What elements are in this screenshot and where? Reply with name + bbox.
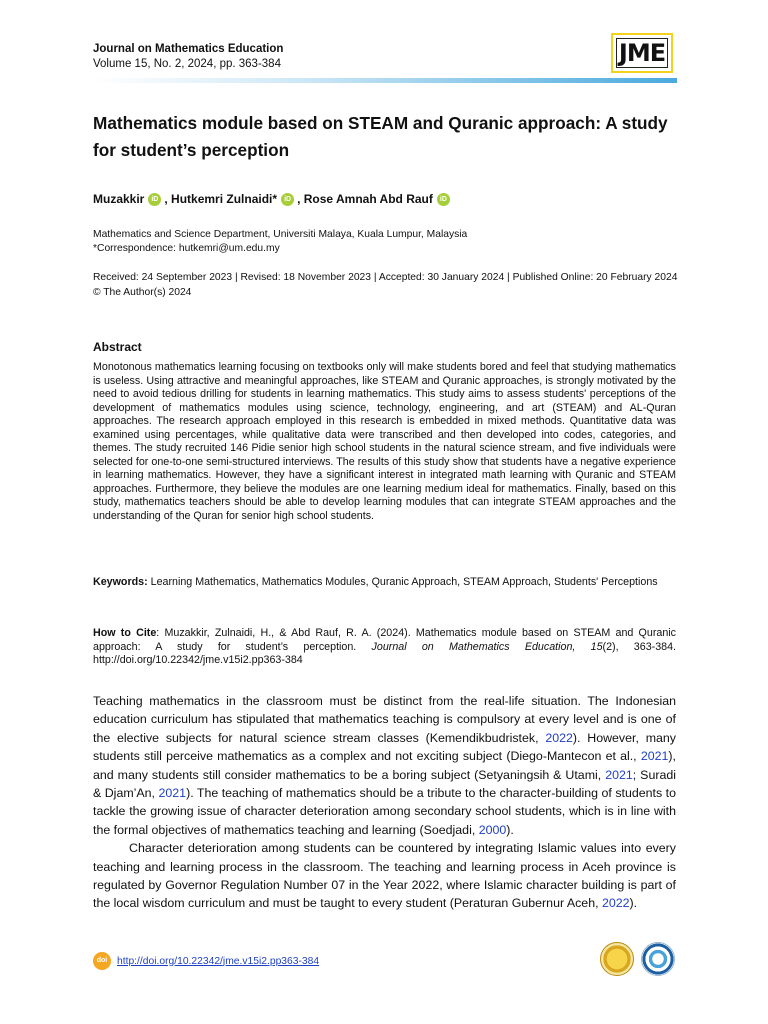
- cite-journal: Journal on Mathematics Education, 15: [371, 640, 603, 653]
- publication-dates: [93, 271, 677, 300]
- header-rule: [93, 78, 677, 83]
- dates-line: Received: 24 September 2023 | Revised: 18 November 2023 | Accepted: 30 January 2024 | Published Online: 20 February 2024: [93, 272, 678, 283]
- citation-link[interactable]: 2021: [640, 749, 669, 764]
- journal-header: [93, 42, 283, 72]
- journal-volume: Volume 15, No. 2, 2024, pp. 363-384: [93, 58, 281, 70]
- footer-doi: [93, 952, 319, 970]
- correspondence: *Correspondence: hutkemri@um.edu.my: [93, 243, 280, 254]
- jme-logo: [611, 33, 673, 73]
- keywords-list: Learning Mathematics, Mathematics Modules, Quranic Approach, STEAM Approach, Students' Perceptions: [150, 576, 658, 588]
- affiliation: Mathematics and Science Department, Universiti Malaya, Kuala Lumpur, Malaysia: [93, 229, 468, 240]
- how-to-cite-label: How to Cite: [93, 627, 157, 639]
- citation-link[interactable]: 2021: [605, 767, 633, 782]
- citation-link[interactable]: 2000: [478, 822, 507, 837]
- paper-title: Mathematics module based on STEAM and Quranic approach: A study for student’s perception: [93, 113, 668, 160]
- abstract-heading: Abstract: [93, 340, 142, 354]
- keywords: [93, 575, 676, 589]
- affiliation-block: [93, 228, 467, 256]
- jme-logo-text: JME: [616, 38, 668, 68]
- author-name: Hutkemri Zulnaidi*: [171, 192, 278, 206]
- orcid-icon[interactable]: iD: [437, 193, 450, 206]
- citation-link[interactable]: 2021: [158, 786, 187, 801]
- paragraph: Character deterioration among students can be countered by integrating Islamic values into every teaching and learning process in the classroom. The teaching and learning process in Aceh province is regulated by Governor Regulation Number 07 in the Year 2022, where Islamic character building is part of the local wisdom curriculum and must be taught to every student (Peraturan Gubernur Aceh, 2022).: [93, 841, 676, 911]
- institution-logo-icon: [641, 942, 675, 976]
- paragraph: Teaching mathematics in the classroom must be distinct from the real-life situation. The Indonesian education curriculum has stipulated that mathematics teaching is compulsory at every level and is one of the elective subjects for natural science stream classes (Kemendikbudristek, 2022). However, many students still perceive mathematics as a complex and not exciting subject (Diego-Mantecon et al., 2021), and many students still consider mathematics to be a boring subject (Setyaningsih & Utami, 2021; Suradi & Djam’An, 2021). The teaching of mathematics should be a tribute to the character-building of students to tackle the growing issue of character deterioration among secondary school students, which is in line with the formal objectives of mathematics teaching and learning (Soedjadi, 2000).: [93, 694, 676, 837]
- author-name: Muzakkir: [93, 192, 145, 206]
- orcid-icon[interactable]: iD: [281, 193, 294, 206]
- author-list: Muzakkir iD , Hutkemri Zulnaidi* iD , Rose Amnah Abd Rauf iD: [93, 192, 453, 206]
- journal-name: Journal on Mathematics Education: [93, 43, 284, 55]
- keywords-label: Keywords:: [93, 576, 148, 588]
- orcid-icon[interactable]: iD: [148, 193, 161, 206]
- copyright: © The Author(s) 2024: [93, 286, 192, 298]
- abstract-text: Monotonous mathematics learning focusing on textbooks only will make students bored and feel that studying mathematics is useless. Using attractive and meaningful approaches, like STEAM and Quranic approaches, is strongly motivated by the need to avoid tedious drilling for students in learning mathematics. This study aims to assess students' perceptions of the development of mathematics modules using science, technology, engineering, and art (STEAM) and AL-Quran approaches. The research approach employed in this research is embedded in mixed methods. Quantitative data was examined using percentages, while qualitative data were transcribed and then developed into codes, categories, and themes. The study recruited 146 Pidie senior high school students in the natural science stream, and five individuals were selected for one-to-one semi-structured interviews. The results of this study show that students have a negative experience in learning mathematics. However, they have a significant interest in integrated math learning with Quranic and STEAM approaches. Furthermore, they believe the modules are one learning medium ideal for mathematics. Finally, based on this study, mathematics teachers should be able to develop learning modules that can integrate STEAM approaches and the understanding of the Quran for senior high school students.: [93, 361, 676, 522]
- citation-link[interactable]: 2022: [601, 896, 630, 911]
- doi-icon: doi: [93, 952, 111, 970]
- body-text: [93, 692, 676, 913]
- how-to-cite: How to Cite: Muzakkir, Zulnaidi, H., & Abd Rauf, R. A. (2024). Mathematics module based on STEAM and Quranic approach: A study for student’s perception. Journal on Mathematics Education, 15(2), 363-384. http://doi.org/10.22342/jme.v15i2.pp363-384: [93, 627, 677, 666]
- author-name: Rose Amnah Abd Rauf: [303, 192, 433, 206]
- citation-link[interactable]: 2022: [545, 730, 573, 745]
- university-seal-icon: [600, 942, 634, 976]
- doi-link[interactable]: http://doi.org/10.22342/jme.v15i2.pp363-384: [117, 955, 320, 967]
